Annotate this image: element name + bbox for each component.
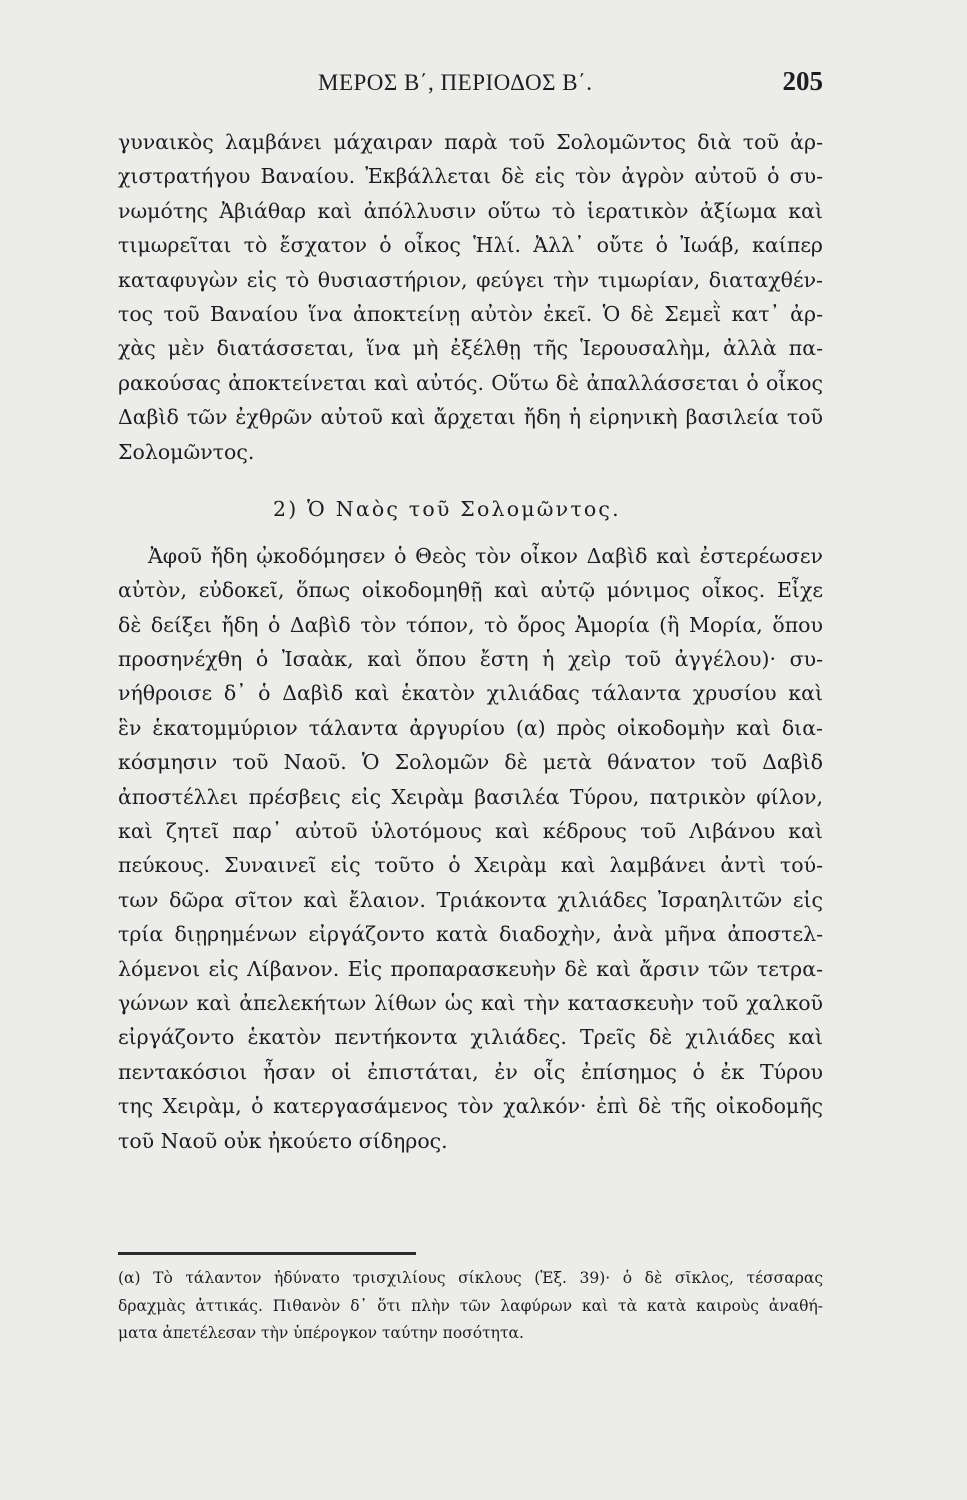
text-line: λόμενοι εἰς Λίβανον. Εἰς προπαρασκευὴν δὲ καὶ ἄρσιν τῶν τετρα-: [118, 956, 823, 981]
page-number: 205: [782, 66, 823, 96]
footnote-line: (α) Τὸ τάλαντον ἠδύνατο τρισχιλίους σίκλους (Ἐξ. 39)· ὁ δὲ σῖκλος, τέσσαρας: [118, 1269, 823, 1287]
footnote: [118, 1265, 823, 1348]
text-line: αὐτὸν, εὐδοκεῖ, ὅπως οἰκοδομηθῇ καὶ αὐτῷ μόνιμος οἶκος. Εἶχε: [118, 578, 823, 603]
text-line: νωμότης Ἀβιάθαρ καὶ ἀπόλλυσιν οὕτω τὸ ἱερατικὸν ἀξίωμα καὶ: [118, 198, 823, 223]
text-line: των δῶρα σῖτον καὶ ἔλαιον. Τριάκοντα χιλιάδες Ἰσραηλιτῶν εἰς: [118, 887, 823, 912]
section-heading: 2) Ὁ Ναὸς τοῦ Σολομῶντος.: [273, 496, 621, 521]
text-line: ρακούσας ἀποκτείνεται καὶ αὐτός. Οὕτω δὲ ἀπαλλάσσεται ὁ οἶκος: [118, 370, 823, 395]
text-line: πεντακόσιοι ἦσαν οἱ ἐπιστάται, ἐν οἷς ἐπίσημος ὁ ἐκ Τύρου: [118, 1059, 823, 1084]
text-line: καταφυγὼν εἰς τὸ θυσιαστήριον, φεύγει τὴν τιμωρίαν, διαταχθέν-: [118, 267, 823, 292]
text-line: πεύκους. Συναινεῖ εἰς τοῦτο ὁ Χειρὰμ καὶ λαμβάνει ἀντὶ τού-: [118, 853, 823, 878]
footnote-line: ματα ἀπετέλεσαν τὴν ὑπέρογκον ταύτην ποσότητα.: [118, 1324, 524, 1342]
running-head: ΜΕΡΟΣ Β΄, ΠΕΡΙΟΔΟΣ Β΄.: [318, 70, 593, 95]
text-line: δὲ δείξει ἤδη ὁ Δαβὶδ τὸν τόπον, τὸ ὄρος Ἀμορία (ἢ Μορία, ὅπου: [118, 612, 823, 637]
text-line: νήθροισε δ᾽ ὁ Δαβὶδ καὶ ἑκατὸν χιλιάδας τάλαντα χρυσίου καὶ: [118, 681, 823, 706]
text-line: Ἀφοῦ ἤδη ᾠκοδόμησεν ὁ Θεὸς τὸν οἶκον Δαβὶδ καὶ ἐστερέωσεν: [148, 543, 823, 568]
text-line: ἓν ἑκατομμύριον τάλαντα ἀργυρίου (α) πρὸς οἰκοδομὴν καὶ δια-: [118, 715, 823, 740]
footnote-rule: [118, 1252, 416, 1255]
text-line: τος τοῦ Βαναίου ἵνα ἀποκτείνῃ αὐτὸν ἐκεῖ. Ὁ δὲ Σεμεῒ κατ᾽ ἀρ-: [118, 301, 823, 326]
text-line: εἰργάζοντο ἑκατὸν πεντήκοντα χιλιάδες. Τρεῖς δὲ χιλιάδες καὶ: [118, 1025, 823, 1050]
text-line: Σολομῶντος.: [118, 439, 255, 464]
text-line: τρία διῃρημένων εἰργάζοντο κατὰ διαδοχὴν, ἀνὰ μῆνα ἀποστελ-: [118, 922, 823, 947]
text-line: προσηνέχθη ὁ Ἰσαὰκ, καὶ ὅπου ἔστη ἡ χεὶρ τοῦ ἀγγέλου)· συ-: [118, 647, 823, 672]
text-line: χιστρατήγου Βαναίου. Ἐκβάλλεται δὲ εἰς τὸν ἀγρὸν αὐτοῦ ὁ συ-: [118, 164, 823, 189]
page-header: [318, 62, 823, 102]
text-line: κόσμησιν τοῦ Ναοῦ. Ὁ Σολομῶν δὲ μετὰ θάνατον τοῦ Δαβὶδ: [118, 750, 823, 775]
paragraph-2: [118, 539, 823, 1158]
text-line: τοῦ Ναοῦ οὐκ ἠκούετο σίδηρος.: [118, 1128, 448, 1153]
text-line: Δαβὶδ τῶν ἐχθρῶν αὐτοῦ καὶ ἄρχεται ἤδη ἡ εἰρηνικὴ βασιλεία τοῦ: [118, 405, 823, 430]
paragraph-1: [118, 125, 823, 469]
text-line: τιμωρεῖται τὸ ἔσχατον ὁ οἶκος Ἡλί. Ἀλλ᾽ οὔτε ὁ Ἰωάβ, καίπερ: [118, 233, 823, 258]
footnote-line: δραχμὰς ἀττικάς. Πιθανὸν δ᾽ ὅτι πλὴν τῶν λαφύρων καὶ τὰ κατὰ καιροὺς ἀναθή-: [118, 1296, 823, 1315]
text-line: γυναικὸς λαμβάνει μάχαιραν παρὰ τοῦ Σολομῶντος διὰ τοῦ ἀρ-: [118, 130, 823, 154]
text-line: καὶ ζητεῖ παρ᾽ αὐτοῦ ὑλοτόμους καὶ κέδρους τοῦ Λιβάνου καὶ: [118, 819, 823, 844]
text-line: της Χειρὰμ, ὁ κατεργασάμενος τὸν χαλκόν· ἐπὶ δὲ τῆς οἰκοδομῆς: [118, 1094, 823, 1119]
text-line: χὰς μὲν διατάσσεται, ἵνα μὴ ἐξέλθῃ τῆς Ἱερουσαλὴμ, ἀλλὰ πα-: [118, 336, 823, 361]
text-line: γώνων καὶ ἀπελεκήτων λίθων ὡς καὶ τὴν κατασκευὴν τοῦ χαλκοῦ: [118, 990, 823, 1015]
main-text: [118, 125, 823, 1158]
text-line: ἀποστέλλει πρέσβεις εἰς Χειρὰμ βασιλέα Τύρου, πατρικὸν φίλον,: [118, 784, 823, 809]
